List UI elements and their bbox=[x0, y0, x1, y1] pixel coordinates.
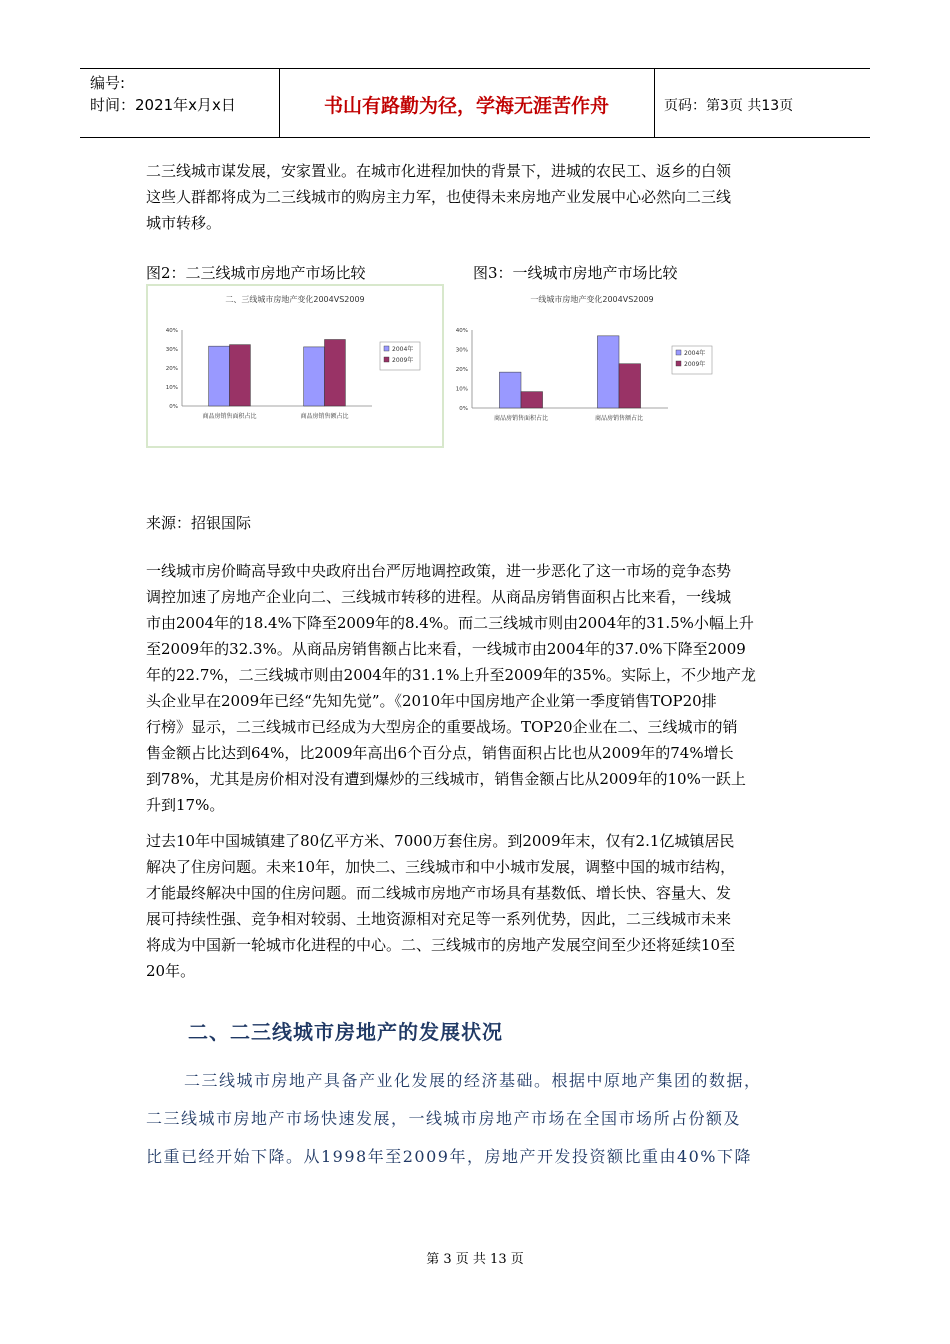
header-divider-right bbox=[654, 68, 655, 137]
page-footer: 第 3 页 共 13 页 bbox=[426, 1252, 524, 1267]
y-tick-label: 30% bbox=[455, 347, 468, 354]
text-line: 升到17%。 bbox=[146, 796, 225, 814]
bar-2004年 bbox=[499, 372, 521, 408]
text-line: 至2009年的32.3%。从商品房销售额占比来看，一线城市由2004年的37.0%下降至2009 bbox=[146, 640, 746, 658]
text-line: 城市转移。 bbox=[146, 214, 222, 232]
y-tick-label: 10% bbox=[455, 386, 468, 393]
legend-swatch bbox=[384, 357, 389, 362]
header-top-rule bbox=[80, 68, 870, 69]
header-motto: 书山有路勤为径，学海无涯苦作舟 bbox=[323, 95, 609, 117]
text-line: 这些人群都将成为二三线城市的购房主力军，也使得未来房地产业发展中心必然向二三线 bbox=[146, 188, 732, 206]
header-left-block bbox=[90, 72, 236, 116]
bar-2004年 bbox=[304, 347, 325, 406]
text-line: 二三线城市房地产市场快速发展，一线城市房地产市场在全国市场所占份额及 bbox=[146, 1109, 742, 1128]
figure-2-caption: 图2：二三线城市房地产市场比较 bbox=[146, 264, 366, 282]
text-line: 比重已经开始下降。从1998年至2009年，房地产开发投资额比重由40%下降 bbox=[146, 1147, 753, 1166]
y-tick-label: 30% bbox=[165, 347, 178, 353]
text-line: 将成为中国新一轮城市化进程的中心。二、三线城市的房地产发展空间至少还将延续10至 bbox=[146, 936, 736, 954]
chart-title: 一线城市房地产变化2004VS2009 bbox=[530, 295, 654, 304]
legend-swatch bbox=[676, 350, 681, 355]
y-tick-label: 40% bbox=[455, 328, 468, 334]
y-tick-label: 0% bbox=[169, 404, 178, 410]
y-tick-label: 10% bbox=[165, 385, 178, 391]
text-line: 市由2004年的18.4%下降至2009年的8.4%。而二三线城市则由2004年的31.5%小幅上升 bbox=[146, 614, 754, 632]
text-line: 行榜》显示，二三线城市已经成为大型房企的重要战场。TOP20企业在二、三线城市的销 bbox=[146, 718, 738, 736]
y-tick-label: 20% bbox=[455, 367, 468, 373]
text-line: 调控加速了房地产企业向二、三线城市转移的进程。从商品房销售面积占比来看，一线城 bbox=[146, 588, 732, 606]
text-line: 年的22.7%，二三线城市则由2004年的31.1%上升至2009年的35%。实际上，不少地产龙 bbox=[146, 666, 756, 684]
bar-2009年 bbox=[521, 392, 543, 408]
text-line: 展可持续性强、竞争相对较弱、土地资源相对充足等一系列优势，因此，二三线城市未来 bbox=[146, 910, 732, 928]
legend-label: 2009年 bbox=[392, 357, 414, 364]
legend-swatch bbox=[676, 361, 681, 366]
legend-swatch bbox=[384, 346, 389, 351]
source-note: 来源：招银国际 bbox=[146, 514, 252, 532]
text-line: 到78%，尤其是房价相对没有遭到爆炒的三线城市，销售金额占比从2009年的10%一跃上 bbox=[146, 770, 746, 788]
text-line: 售金额占比达到64%，比2009年高出6个百分点，销售面积占比也从2009年的74%增长 bbox=[146, 744, 734, 762]
chart-title: 二、三线城市房地产变化2004VS2009 bbox=[225, 295, 365, 304]
document-time-label: 时间：2021年x月x日 bbox=[90, 96, 236, 114]
chart-svg bbox=[148, 286, 442, 446]
y-tick-label: 20% bbox=[165, 366, 178, 372]
x-tick-label: 商品房销售额占比 bbox=[300, 413, 349, 420]
text-line: 20年。 bbox=[146, 962, 196, 980]
section-heading: 二、二三线城市房地产的发展状况 bbox=[188, 1020, 503, 1044]
header-page-number: 页码：第3页 共13页 bbox=[664, 98, 794, 114]
chart-second-third-tier bbox=[146, 284, 444, 448]
text-line: 过去10年中国城镇建了80亿平方米、7000万套住房。到2009年末，仅有2.1亿城镇居民 bbox=[146, 832, 735, 850]
text-line: 才能最终解决中国的住房问题。而二线城市房地产市场具有基数低、增长快、容量大、发 bbox=[146, 884, 732, 902]
legend-label: 2004年 bbox=[684, 350, 706, 357]
paragraph-4 bbox=[146, 1062, 806, 1176]
header-bottom-rule bbox=[80, 137, 870, 138]
x-tick-label: 商品房销售面积占比 bbox=[202, 413, 257, 420]
paragraph-3 bbox=[146, 828, 806, 984]
y-tick-label: 40% bbox=[165, 328, 178, 334]
x-tick-label: 商品房销售面积占比 bbox=[493, 415, 549, 422]
text-line: 头企业早在2009年已经“先知先觉”。《2010年中国房地产企业第一季度销售TOP20排 bbox=[146, 692, 717, 710]
bar-2009年 bbox=[325, 340, 346, 407]
text-line: 一线城市房价畸高导致中央政府出台严厉地调控政策，进一步恶化了这一市场的竞争态势 bbox=[146, 562, 732, 580]
x-tick-label: 商品房销售额占比 bbox=[594, 415, 644, 422]
text-line: 二三线城市房地产具备产业化发展的经济基础。根据中原地产集团的数据， bbox=[184, 1071, 762, 1090]
paragraph-2 bbox=[146, 558, 806, 818]
paragraph-1 bbox=[146, 158, 806, 236]
legend-label: 2009年 bbox=[684, 361, 706, 368]
chart-svg bbox=[452, 290, 732, 436]
text-line: 解决了住房问题。未来10年，加快二、三线城市和中小城市发展，调整中国的城市结构， bbox=[146, 858, 736, 876]
document-number-label: 编号: bbox=[90, 74, 126, 92]
bar-2004年 bbox=[209, 346, 230, 406]
figure-3-caption: 图3：一线城市房地产市场比较 bbox=[473, 264, 678, 282]
chart-first-tier bbox=[452, 290, 732, 436]
legend-label: 2004年 bbox=[392, 346, 414, 353]
bar-2009年 bbox=[230, 345, 251, 406]
bar-2004年 bbox=[597, 336, 619, 408]
bar-2009年 bbox=[619, 364, 641, 408]
y-tick-label: 0% bbox=[459, 406, 468, 412]
text-line: 二三线城市谋发展，安家置业。在城市化进程加快的背景下，进城的农民工、返乡的白领 bbox=[146, 162, 732, 180]
